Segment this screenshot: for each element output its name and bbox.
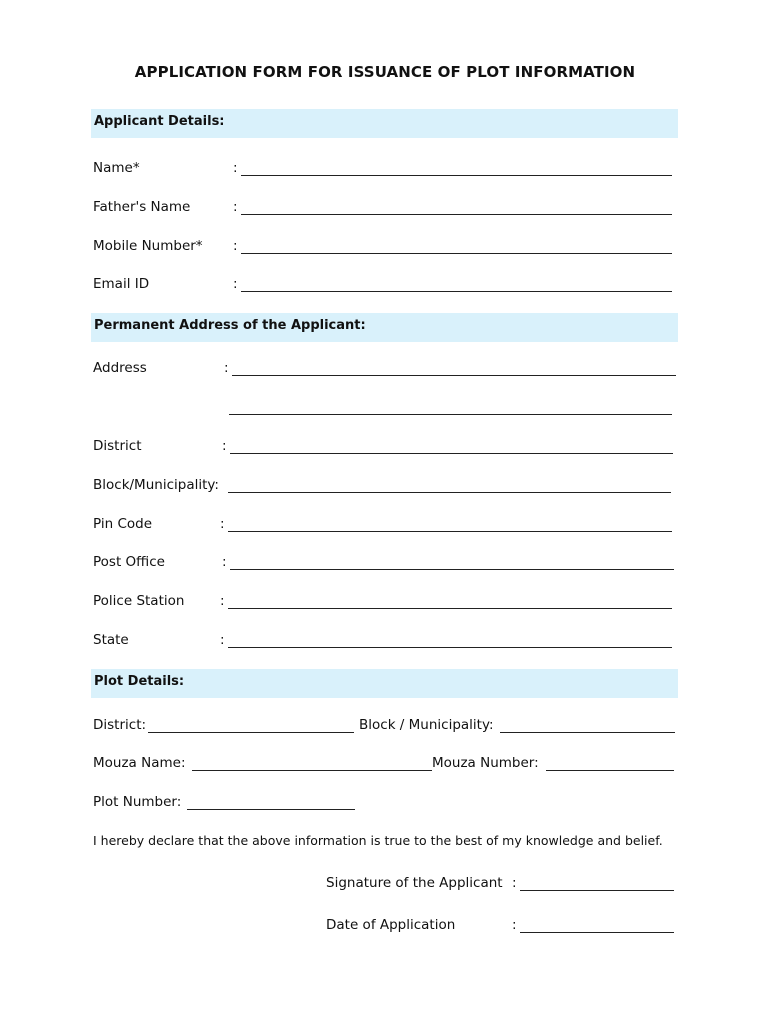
section-heading: Plot Details: bbox=[94, 674, 185, 689]
plot-block-municipality-field[interactable] bbox=[500, 732, 675, 733]
page-title: APPLICATION FORM FOR ISSUANCE OF PLOT INFORMATION bbox=[134, 63, 636, 81]
colon: : bbox=[220, 593, 225, 609]
fathers-name-label: Father's Name bbox=[93, 199, 191, 215]
plot-district-label: District: bbox=[93, 717, 147, 733]
state-label: State bbox=[93, 632, 129, 648]
colon: : bbox=[512, 875, 517, 891]
colon: : bbox=[233, 199, 238, 215]
name-label: Name* bbox=[93, 160, 140, 176]
mouza-name-field[interactable] bbox=[192, 770, 432, 771]
section-heading: Applicant Details: bbox=[94, 114, 225, 129]
mobile-number-label: Mobile Number* bbox=[93, 238, 203, 254]
block-municipality-label: Block/Municipality: bbox=[93, 477, 219, 493]
date-of-application-label: Date of Application bbox=[326, 917, 456, 933]
email-id-label: Email ID bbox=[93, 276, 150, 292]
date-of-application-field[interactable] bbox=[520, 932, 674, 933]
mouza-name-label: Mouza Name: bbox=[93, 755, 186, 771]
declaration-text: I hereby declare that the above information is true to the best of my knowledge and belief. bbox=[93, 833, 663, 848]
colon: : bbox=[233, 238, 238, 254]
colon: : bbox=[220, 632, 225, 648]
mouza-number-field[interactable] bbox=[546, 770, 674, 771]
district-label: District bbox=[93, 438, 142, 454]
plot-district-field[interactable] bbox=[148, 732, 354, 733]
mobile-number-field[interactable] bbox=[241, 253, 672, 254]
plot-block-municipality-label: Block / Municipality: bbox=[359, 717, 494, 733]
address-field-line-1[interactable] bbox=[232, 375, 676, 376]
police-station-field[interactable] bbox=[228, 608, 672, 609]
plot-number-label: Plot Number: bbox=[93, 794, 182, 810]
mouza-number-label: Mouza Number: bbox=[432, 755, 539, 771]
colon: : bbox=[224, 360, 229, 376]
state-field[interactable] bbox=[228, 647, 672, 648]
name-field[interactable] bbox=[241, 175, 672, 176]
colon: : bbox=[222, 438, 227, 454]
post-office-field[interactable] bbox=[230, 569, 674, 570]
police-station-label: Police Station bbox=[93, 593, 185, 609]
colon: : bbox=[222, 554, 227, 570]
section-plot-details bbox=[91, 669, 678, 698]
district-field[interactable] bbox=[230, 453, 673, 454]
signature-label: Signature of the Applicant bbox=[326, 875, 503, 891]
section-heading: Permanent Address of the Applicant: bbox=[94, 318, 366, 333]
colon: : bbox=[233, 276, 238, 292]
section-permanent-address bbox=[91, 313, 678, 342]
post-office-label: Post Office bbox=[93, 554, 165, 570]
plot-number-field[interactable] bbox=[187, 809, 355, 810]
block-municipality-field[interactable] bbox=[228, 492, 671, 493]
fathers-name-field[interactable] bbox=[241, 214, 672, 215]
pin-code-label: Pin Code bbox=[93, 516, 153, 532]
colon: : bbox=[512, 917, 517, 933]
email-id-field[interactable] bbox=[241, 291, 672, 292]
address-field-line-2[interactable] bbox=[229, 414, 672, 415]
colon: : bbox=[220, 516, 225, 532]
address-label: Address bbox=[93, 360, 147, 376]
section-applicant-details bbox=[91, 109, 678, 138]
signature-field[interactable] bbox=[520, 890, 674, 891]
colon: : bbox=[233, 160, 238, 176]
pin-code-field[interactable] bbox=[228, 531, 672, 532]
